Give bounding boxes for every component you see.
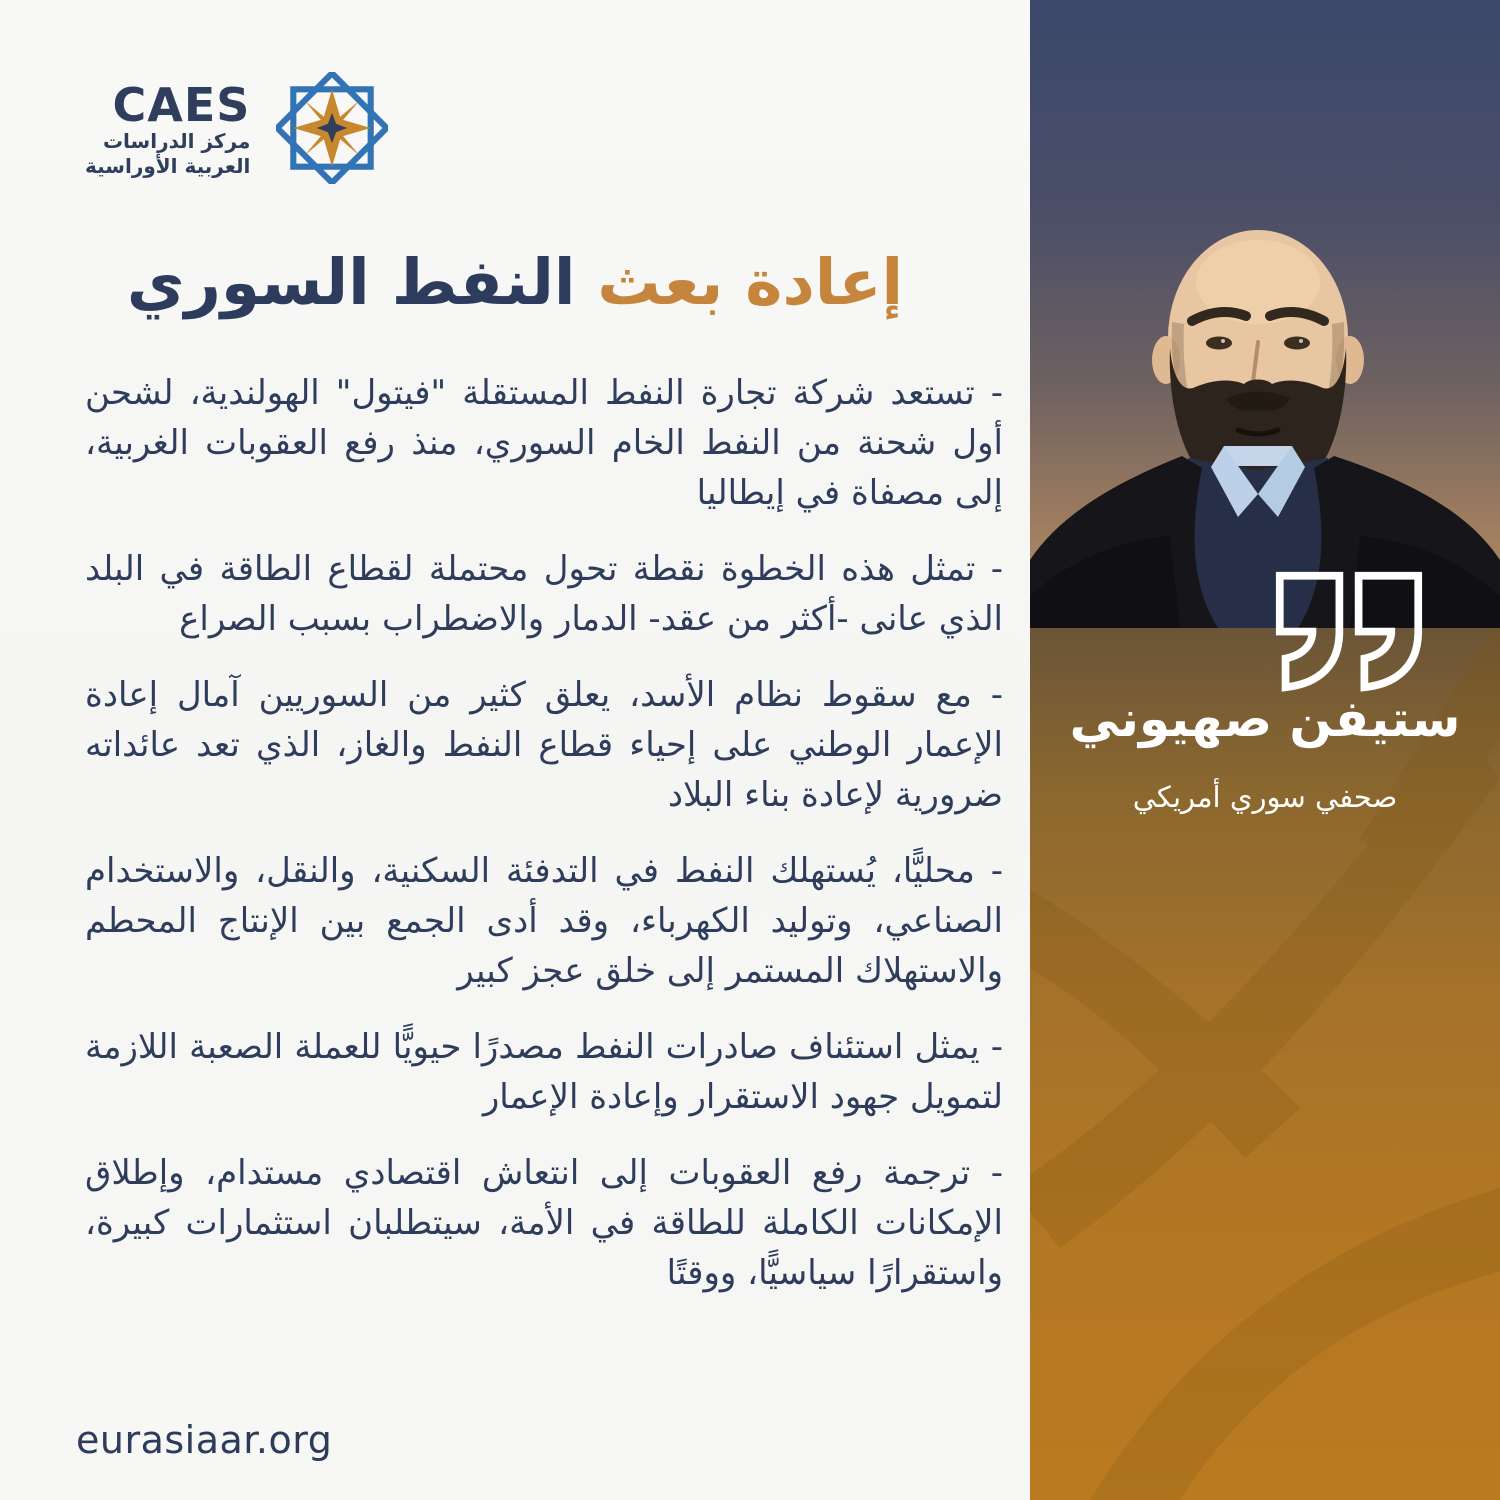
page-title (0, 238, 1030, 328)
article-body (85, 368, 1003, 1324)
article-paragraph: - ترجمة رفع العقوبات إلى انتعاش اقتصادي مستدام، وإطلاق الإمكانات الكاملة للطاقة في الأمة، سيتطلبان استثمارات كبيرة، واستقرارًا سياسيًّا، ووقتًا (85, 1153, 1003, 1293)
speaker-role: صحفي سوري أمريكي (1132, 780, 1398, 814)
logo-wordmark: CAES (112, 78, 251, 132)
speaker-name: ستيفن صهيوني (1069, 690, 1461, 748)
caes-logo (85, 72, 388, 188)
logo-arabic-line2: العربية الأوراسية (85, 154, 251, 178)
quote-panel (1030, 628, 1500, 1500)
caes-star-icon (276, 72, 388, 188)
article-paragraph: - يمثل استئناف صادرات النفط مصدرًا حيويًّا للعملة الصعبة اللازمة لتمويل جهود الاستقرار وإعادة الإعمار (85, 1027, 1003, 1117)
website-link[interactable]: eurasiaar.org (76, 1418, 333, 1462)
quote-icon (1274, 570, 1424, 699)
speaker-photo (1030, 0, 1500, 628)
logo-wordmark-block (85, 78, 251, 179)
page-title-rest: النفط السوري (126, 246, 576, 319)
article-paragraph: - مع سقوط نظام الأسد، يعلق كثير من السوريين آمال إعادة الإعمار الوطني على إحياء قطاع النفط والغاز، الذي تعد عائداته ضرورية لإعادة بناء البلاد (85, 675, 1003, 815)
watermark-pattern (1030, 628, 1500, 1500)
article-paragraph: - تمثل هذه الخطوة نقطة تحول محتملة لقطاع الطاقة في البلد الذي عانى -أكثر من عقد- الدمار والاضطراب بسبب الصراع (85, 549, 1003, 639)
speaker-panel (1030, 0, 1500, 1500)
page-title-highlight: إعادة بعث (597, 246, 904, 319)
article-paragraph: - تستعد شركة تجارة النفط المستقلة "فيتول" الهولندية، لشحن أول شحنة من النفط الخام السوري، منذ رفع العقوبات الغربية، إلى مصفاة في إيطاليا (85, 373, 1003, 513)
logo-arabic-line1: مركز الدراسات (102, 129, 251, 153)
article-paragraph: - محليًّا، يُستهلك النفط في التدفئة السكنية، والنقل، والاستخدام الصناعي، وتوليد الكهرباء، وقد أدى الجمع بين الإنتاج المحطم والاستهلاك المستمر إلى خلق عجز كبير (85, 851, 1003, 991)
